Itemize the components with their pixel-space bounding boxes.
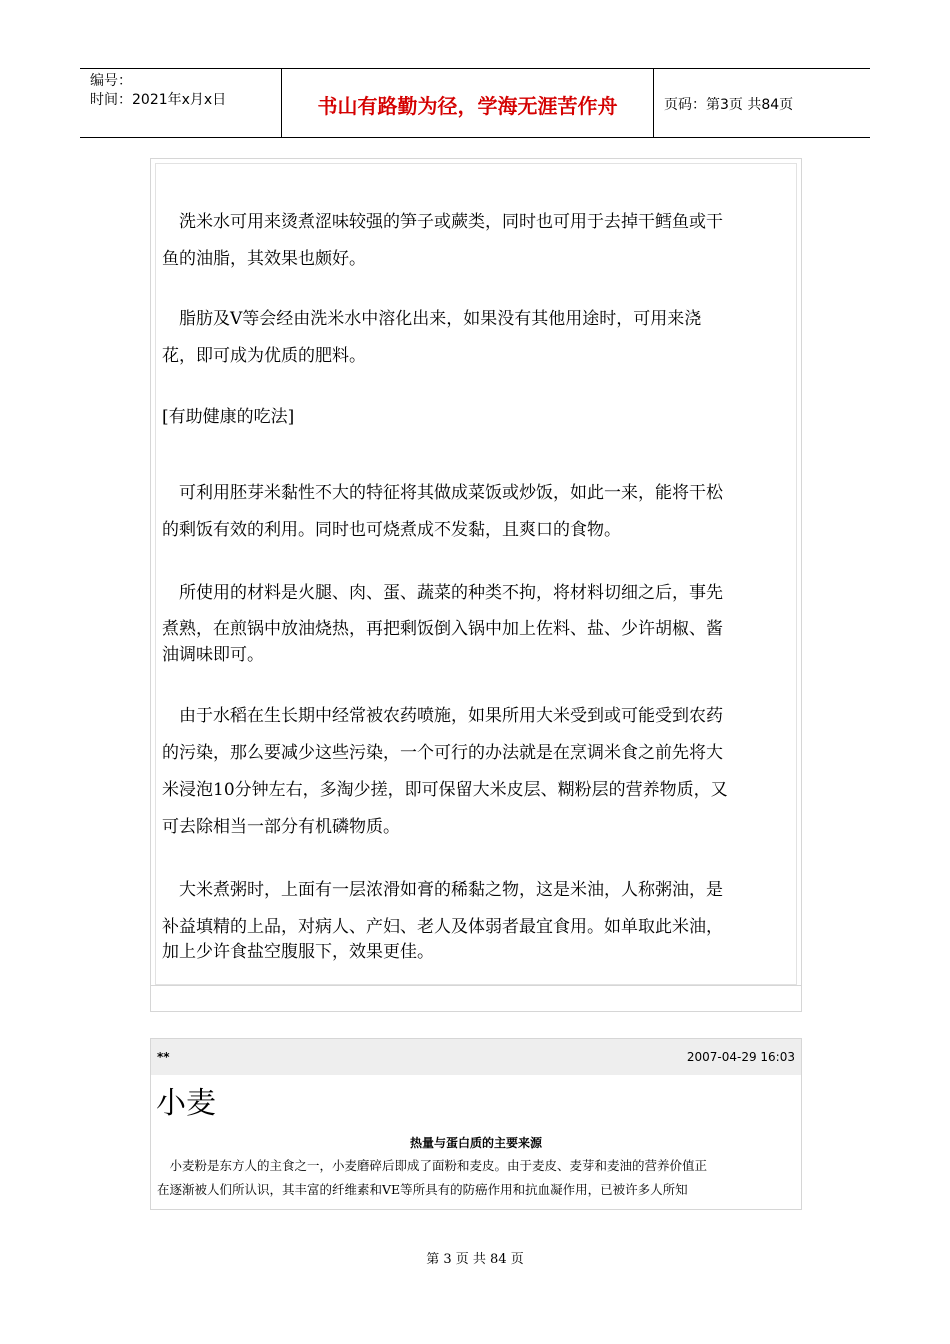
text-line: 可利用胚芽米黏性不大的特征将其做成菜饭或炒饭，如此一来，能将干松 [162, 483, 723, 503]
post-title: 小麦 [156, 1086, 216, 1121]
article-content [155, 163, 797, 985]
text-line: 洗米水可用来烫煮涩味较强的笋子或蕨类，同时也可用于去掉干鳕鱼或干 [162, 212, 723, 232]
text-line: 的剩饭有效的利用。同时也可烧煮成不发黏，且爽口的食物。 [162, 520, 621, 540]
date-line: 时间：2021年x月x日 [90, 92, 227, 108]
divider [151, 985, 801, 986]
text-line: 花，即可成为优质的肥料。 [162, 346, 366, 366]
article-box [150, 158, 802, 1012]
text-line: 油调味即可。 [162, 645, 264, 665]
text-line: 大米煮粥时，上面有一层浓滑如膏的稀黏之物，这是米油，人称粥油，是 [162, 880, 723, 900]
page-footer: 第 3 页 共 84 页 [426, 1252, 524, 1267]
text-line: 加上少许食盐空腹服下，效果更佳。 [162, 942, 434, 962]
post-meta-bar [151, 1039, 801, 1075]
text-line: 由于水稻在生长期中经常被农药喷施，如果所用大米受到或可能受到农药 [162, 706, 723, 726]
section-heading [162, 399, 802, 436]
text-line: 补益填精的上品，对病人、产妇、老人及体弱者最宜食用。如单取此米油， [162, 917, 723, 937]
serial-number-label: 编号： [90, 73, 132, 89]
post-subtitle: 热量与蛋白质的主要来源 [409, 1136, 542, 1150]
post-box [150, 1038, 802, 1210]
text-line: 小麦粉是东方人的主食之一，小麦磨碎后即成了面粉和麦皮。由于麦皮、麦芽和麦油的营养价值正 [157, 1158, 708, 1173]
text-line: 在逐渐被人们所认识，其丰富的纤维素和VE等所具有的防癌作用和抗血凝作用，已被许多人所知 [157, 1182, 688, 1197]
paragraph [162, 475, 802, 549]
post-author: ** [157, 1050, 170, 1064]
paragraph [162, 301, 802, 375]
paragraph [162, 575, 802, 673]
header-info-cell [80, 69, 282, 137]
paragraph [162, 204, 802, 278]
text-line: 所使用的材料是火腿、肉、蛋、蔬菜的种类不拘，将材料切细之后，事先 [162, 583, 723, 603]
header-page-cell [654, 69, 870, 137]
page-number-header: 页码：第3页 共84页 [664, 97, 794, 113]
text-line: 鱼的油脂，其效果也颇好。 [162, 249, 366, 269]
motto: 书山有路勤为径，学海无涯苦作舟 [317, 94, 618, 118]
post-date: 2007-04-29 16:03 [686, 1050, 795, 1064]
text-line: 的污染，那么要减少这些污染，一个可行的办法就是在烹调米食之前先将大 [162, 743, 723, 763]
text-line: [有助健康的吃法] [162, 407, 295, 427]
post-body [157, 1154, 795, 1202]
header-motto-cell [282, 69, 654, 137]
text-line: 脂肪及V等会经由洗米水中溶化出来，如果没有其他用途时，可用来浇 [162, 309, 702, 329]
paragraph [162, 872, 802, 971]
text-line: 米浸泡10分钟左右，多淘少搓，即可保留大米皮层、糊粉层的营养物质，又 [162, 780, 728, 800]
text-line: 煮熟，在煎锅中放油烧热，再把剩饭倒入锅中加上佐料、盐、少许胡椒、酱 [162, 619, 723, 639]
text-line: 可去除相当一部分有机磷物质。 [162, 817, 400, 837]
paragraph [162, 698, 802, 846]
document-header [80, 68, 870, 138]
